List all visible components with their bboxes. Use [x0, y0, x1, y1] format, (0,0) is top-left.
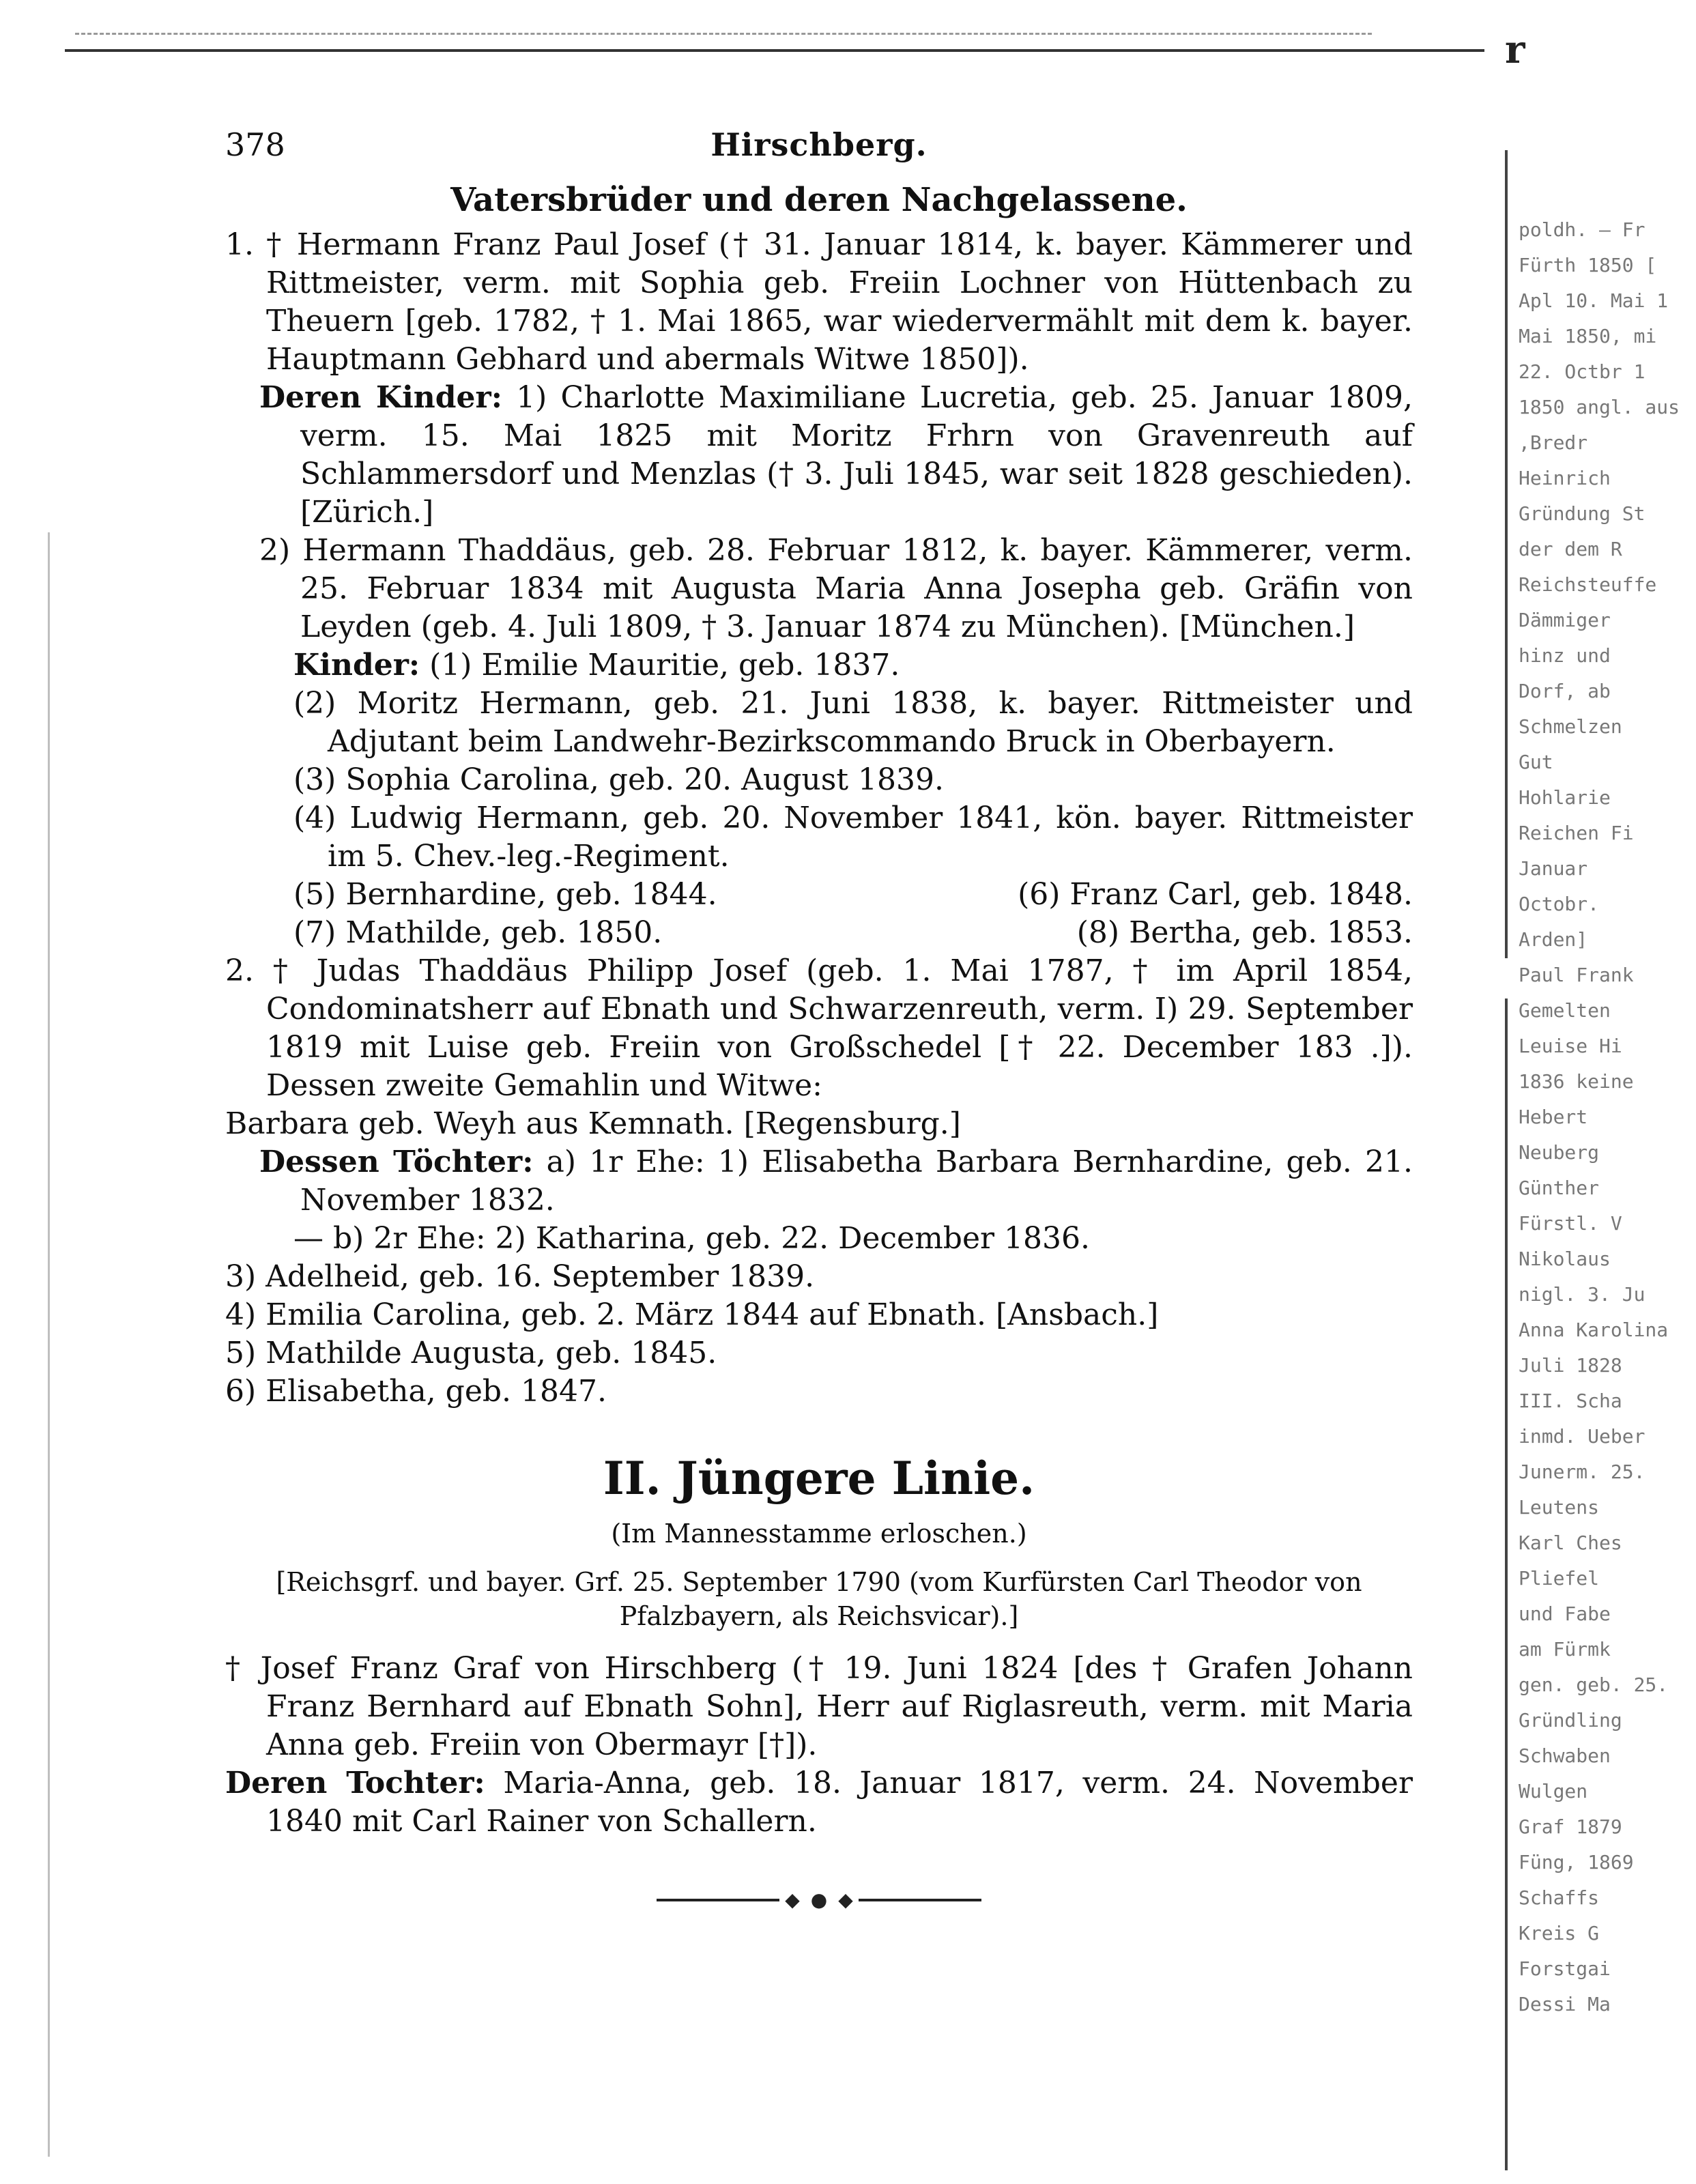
section-title: Vatersbrüder und deren Nachgelassene. — [450, 181, 1188, 219]
bleed-line: Forstgai — [1519, 1957, 1611, 1980]
bleed-line: nigl. 3. Ju — [1519, 1283, 1645, 1306]
top-dashed-rule — [75, 33, 1372, 35]
ornament-bar-right — [859, 1899, 981, 1901]
page-body — [225, 126, 1413, 1911]
page-header — [225, 126, 1413, 181]
bleed-line: Graf 1879 — [1519, 1815, 1622, 1838]
bleed-line: Arden] — [1519, 928, 1588, 951]
bleed-line: Dessi Ma — [1519, 1993, 1611, 2015]
bleed-line: 1836 keine — [1519, 1070, 1634, 1093]
page-gutter-divider — [1505, 150, 1508, 2170]
grandchild-5: (5) Bernhardine, geb. 1844. — [293, 877, 717, 912]
daughter-4: 4) Emilia Carolina, geb. 2. März 1844 auf Ebnath. [Ansbach.] — [225, 1297, 1159, 1332]
bleed-line: Fürstl. V — [1519, 1212, 1622, 1235]
bleed-line: Reichsteuffe — [1519, 573, 1657, 596]
bleed-line: Günther — [1519, 1177, 1600, 1199]
grandchild-6: (6) Franz Carl, geb. 1848. — [1018, 877, 1413, 912]
children-label: Deren Kinder: — [259, 380, 502, 415]
bleed-line: Januar — [1519, 857, 1588, 880]
bleed-line: III. Scha — [1519, 1390, 1622, 1412]
daughter-text: Maria-Anna, geb. 18. Januar 1817, verm. 24. November 1840 mit Carl Rainer von Schallern. — [266, 1766, 1413, 1839]
section-2-note: [Reichsgrf. und bayer. Grf. 25. September 1790 (vom Kurfürsten Carl Theodor von Pfalzbayern, als Reichsvicar).] — [276, 1567, 1362, 1631]
closing-ornament — [225, 1888, 1413, 1911]
bleed-line: Füng, 1869 — [1519, 1851, 1634, 1873]
bleed-line: poldh. – Fr — [1519, 218, 1645, 241]
bleed-line: Hohlarie — [1519, 786, 1611, 809]
bleed-line: Nikolaus — [1519, 1248, 1611, 1270]
bleed-line: gen. geb. 25. — [1519, 1673, 1669, 1696]
bleed-line: Leuise Hi — [1519, 1035, 1622, 1057]
daughter-5: 5) Mathilde Augusta, geb. 1845. — [225, 1336, 717, 1370]
daughter-2: — b) 2r Ehe: 2) Katharina, geb. 22. December 1836. — [293, 1221, 1090, 1256]
section-2-daughter — [225, 1764, 1413, 1841]
child-2: 2) Hermann Thaddäus, geb. 28. Februar 1812, k. bayer. Kämmerer, verm. 25. Februar 1834 mit Augusta Maria Anna Josepha geb. Gräfin von Leyden (geb. 4. Juli 1809, † 3. Januar 1874 zu München). [München.] — [259, 533, 1413, 644]
bleed-line: ,Bredr — [1519, 431, 1588, 454]
bleed-line: 1850 angl. aus — [1519, 396, 1680, 418]
bleed-line: Schmelzen — [1519, 715, 1622, 738]
bleed-line: Gemelten — [1519, 999, 1611, 1022]
bleed-line: Gut — [1519, 751, 1553, 773]
grandchildren-label: Kinder: — [293, 648, 420, 682]
bleed-line: Heinrich — [1519, 467, 1611, 489]
entry-1: 1. † Hermann Franz Paul Josef († 31. Januar 1814, k. bayer. Kämmerer und Rittmeister, verm. mit Sophia geb. Freiin Lochner von Hüttenbach zu Theuern [geb. 1782, † 1. Mai 1865, war wiedervermählt mit dem k. bayer. Hauptmann Gebhard und abermals Witwe 1850]). — [225, 227, 1413, 377]
ornament-circle-icon: ● — [810, 1888, 828, 1911]
bleed-line: Hebert — [1519, 1106, 1588, 1128]
bleed-line: Juli 1828 — [1519, 1354, 1622, 1377]
bleed-line: Octobr. — [1519, 893, 1600, 915]
bleed-line: am Fürmk — [1519, 1638, 1611, 1661]
bleed-line: Dämmiger — [1519, 609, 1611, 631]
bleed-line: Junerm. 25. — [1519, 1461, 1645, 1483]
top-rule — [65, 49, 1484, 52]
bleed-line: Fürth 1850 [ — [1519, 254, 1657, 276]
ornament-bar-left — [657, 1899, 779, 1901]
bleed-line: hinz und — [1519, 644, 1611, 667]
bleed-line: inmd. Ueber — [1519, 1425, 1645, 1448]
grandchildren-label-line — [225, 646, 1413, 685]
grandchild-8: (8) Bertha, geb. 1853. — [1076, 915, 1413, 950]
ornament-diamond-icon: ◆ — [838, 1888, 853, 1911]
left-margin-line — [48, 532, 50, 2157]
page-number: 378 — [225, 126, 285, 163]
bleed-line: Anna Karolina — [1519, 1319, 1669, 1341]
grandchild-4: (4) Ludwig Hermann, geb. 20. November 1841, kön. bayer. Rittmeister im 5. Chev.-leg.-Regiment. — [293, 801, 1413, 874]
section-2-subtitle: (Im Mannesstamme erloschen.) — [611, 1519, 1027, 1549]
bleed-line: Gründung St — [1519, 502, 1645, 525]
entry-2-daughters — [225, 1143, 1413, 1220]
child-1: 1) Charlotte Maximiliane Lucretia, geb. 25. Januar 1809, verm. 15. Mai 1825 mit Moritz Frhrn von Gravenreuth auf Schlammersdorf und Menzlas († 3. Juli 1845, war seit 1828 geschieden). [Zürich.] — [300, 380, 1413, 530]
daughters-label: Dessen Töchter: — [259, 1145, 534, 1179]
bleed-line: Gründling — [1519, 1709, 1622, 1732]
bleed-line: Karl Ches — [1519, 1532, 1622, 1554]
adjacent-page-bleed — [1519, 218, 1680, 2015]
bleed-line: Apl 10. Mai 1 — [1519, 289, 1669, 312]
bleed-line: der dem R — [1519, 538, 1622, 560]
grandchild-1: (1) Emilie Mauritie, geb. 1837. — [429, 648, 900, 682]
ornament-diamond-icon: ◆ — [785, 1888, 800, 1911]
entry-1-children — [225, 379, 1413, 532]
daughter-6: 6) Elisabetha, geb. 1847. — [225, 1374, 607, 1409]
bleed-line: und Fabe — [1519, 1603, 1611, 1625]
edge-mark: r — [1505, 27, 1525, 72]
bleed-line: Dorf, ab — [1519, 680, 1611, 702]
bleed-line: 22. Octbr 1 — [1519, 360, 1645, 383]
section-2-entry: † Josef Franz Graf von Hirschberg († 19. Juni 1824 [des † Grafen Johann Franz Bernhard auf Ebnath Sohn], Herr auf Riglasreuth, verm. mit Maria Anna geb. Freiin von Obermayr [†]). — [225, 1651, 1413, 1762]
entry-2-widow: Barbara geb. Weyh aus Kemnath. [Regensburg.] — [225, 1106, 961, 1141]
running-title: Hirschberg. — [710, 126, 928, 163]
bleed-line: Schwaben — [1519, 1744, 1611, 1767]
daughter-1: a) 1r Ehe: 1) Elisabetha Barbara Bernhardine, geb. 21. November 1832. — [300, 1145, 1413, 1218]
grandchildren-row-5-6 — [225, 876, 1413, 914]
bleed-line: Pliefel — [1519, 1567, 1600, 1590]
daughter-label: Deren Tochter: — [225, 1766, 485, 1800]
bleed-line: Wulgen — [1519, 1780, 1588, 1802]
bleed-line: Paul Frank — [1519, 964, 1634, 986]
grandchild-3: (3) Sophia Carolina, geb. 20. August 1839. — [293, 762, 944, 797]
bleed-line: Reichen Fi — [1519, 822, 1634, 844]
section-2-title: II. Jüngere Linie. — [603, 1452, 1035, 1505]
bleed-line: Leutens — [1519, 1496, 1600, 1519]
grandchildren-row-7-8 — [225, 914, 1413, 952]
bleed-line: Mai 1850, mi — [1519, 325, 1657, 347]
bleed-line: Schaffs — [1519, 1886, 1600, 1909]
grandchild-7: (7) Mathilde, geb. 1850. — [293, 915, 663, 950]
daughter-3: 3) Adelheid, geb. 16. September 1839. — [225, 1259, 815, 1294]
grandchild-2: (2) Moritz Hermann, geb. 21. Juni 1838, k. bayer. Rittmeister und Adjutant beim Landwehr-Bezirkscommando Bruck in Oberbayern. — [293, 686, 1413, 759]
entry-2: 2. † Judas Thaddäus Philipp Josef (geb. 1. Mai 1787, † im April 1854, Condominatsherr auf Ebnath und Schwarzenreuth, verm. I) 29. September 1819 mit Luise geb. Freiin von Großschedel [† 22. December 183 .]). Dessen zweite Gemahlin und Witwe: — [225, 953, 1413, 1103]
bleed-line: Neuberg — [1519, 1141, 1600, 1164]
bleed-line: Kreis G — [1519, 1922, 1600, 1944]
